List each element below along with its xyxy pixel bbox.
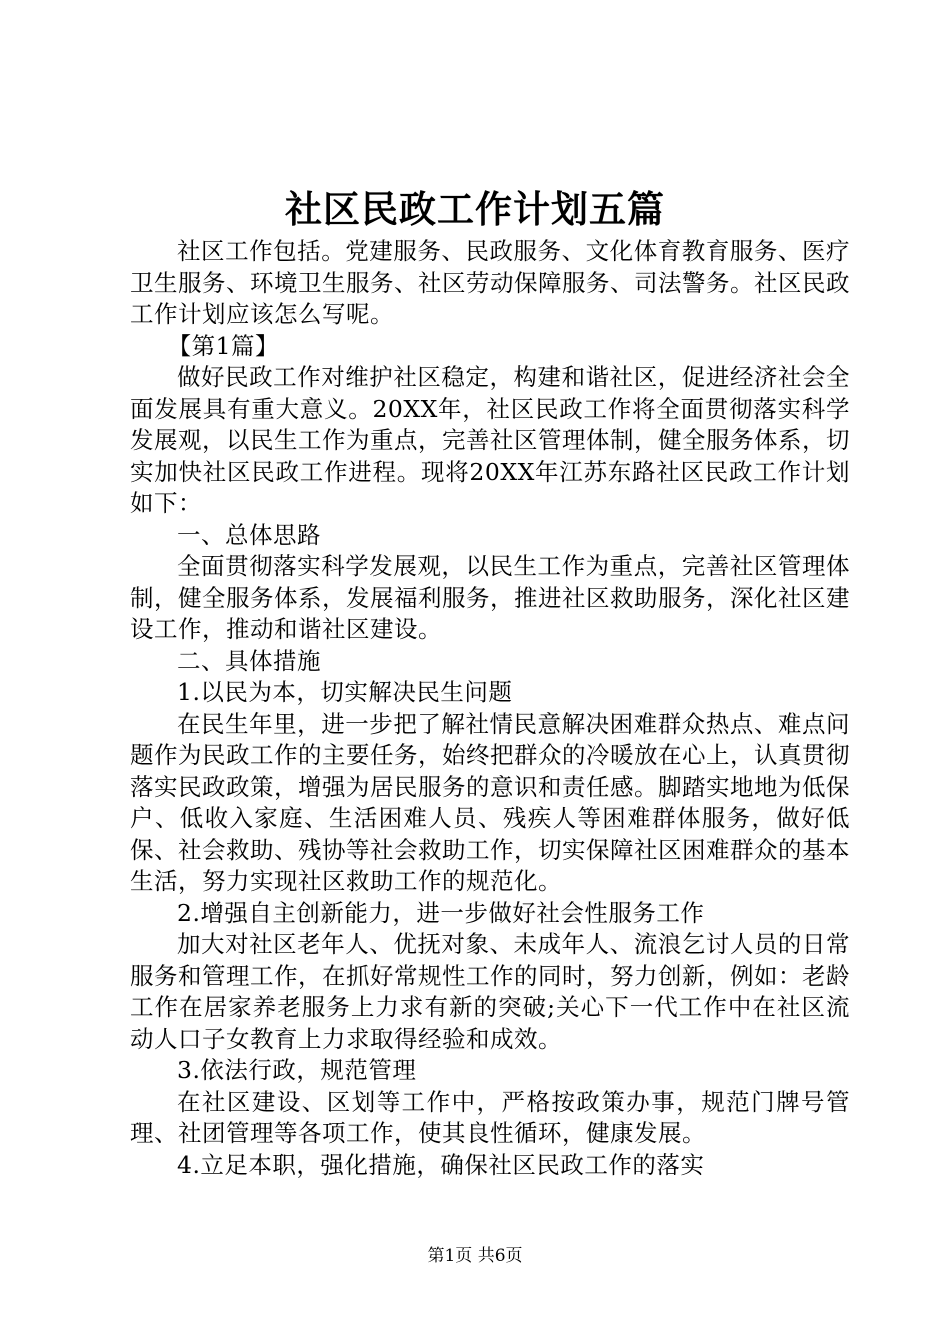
heading-overall-idea: 一、总体思路 — [177, 520, 321, 549]
paragraph: 做好民政工作对维护社区稳定，构建和谐社区，促进经济社会全面发展具有重大意义。20XX年，社区民政工作将全面贯彻落实科学发展观，以民生工作为重点，完善社区管理体制，健全服务体系，切实加快社区民政工作进程。现将20XX年江苏东路社区民政工作计划如下： — [130, 363, 850, 517]
page-footer: 第1页 共6页 — [427, 1246, 523, 1266]
paragraph: 在社区建设、区划等工作中，严格按政策办事，规范门牌号管理、社团管理等各项工作，使其良性循环，健康发展。 — [130, 1087, 850, 1147]
document-title: 社区民政工作计划五篇 — [285, 187, 665, 231]
subheading-1: 1.以民为本，切实解决民生问题 — [177, 678, 513, 706]
subheading-4: 4.立足本职，强化措施，确保社区民政工作的落实 — [177, 1150, 705, 1179]
paragraph-intro: 社区工作包括。党建服务、民政服务、文化体育教育服务、医疗卫生服务、环境卫生服务、社区劳动保障服务、司法警务。社区民政工作计划应该怎么写呢。 — [130, 237, 850, 328]
paragraph: 加大对社区老年人、优抚对象、未成年人、流浪乞讨人员的日常服务和管理工作，在抓好常规性工作的同时，努力创新，例如：老龄工作在居家养老服务上力求有新的突破;关心下一代工作中在社区流动人口子女教育上力求取得经验和成效。 — [130, 930, 850, 1053]
section-heading-part-1: 【第1篇】 — [167, 331, 280, 360]
heading-specific-measures: 二、具体措施 — [177, 646, 321, 675]
subheading-3: 3.依法行政，规范管理 — [177, 1056, 417, 1084]
document-body — [130, 236, 850, 1181]
paragraph: 全面贯彻落实科学发展观，以民生工作为重点，完善社区管理体制，健全服务体系，发展福利服务，推进社区救助服务，深化社区建设工作，推动和谐社区建设。 — [130, 552, 850, 643]
subheading-2: 2.增强自主创新能力，进一步做好社会性服务工作 — [177, 898, 705, 927]
paragraph: 在民生年里，进一步把了解社情民意解决困难群众热点、难点问题作为民政工作的主要任务，始终把群众的冷暖放在心上，认真贯彻落实民政政策，增强为居民服务的意识和责任感。脚踏实地地为低保户、低收入家庭、生活困难人员、残疾人等困难群体服务，做好低保、社会救助、残协等社会救助工作，切实保障社区困难群众的基本生活，努力实现社区救助工作的规范化。 — [130, 709, 850, 895]
